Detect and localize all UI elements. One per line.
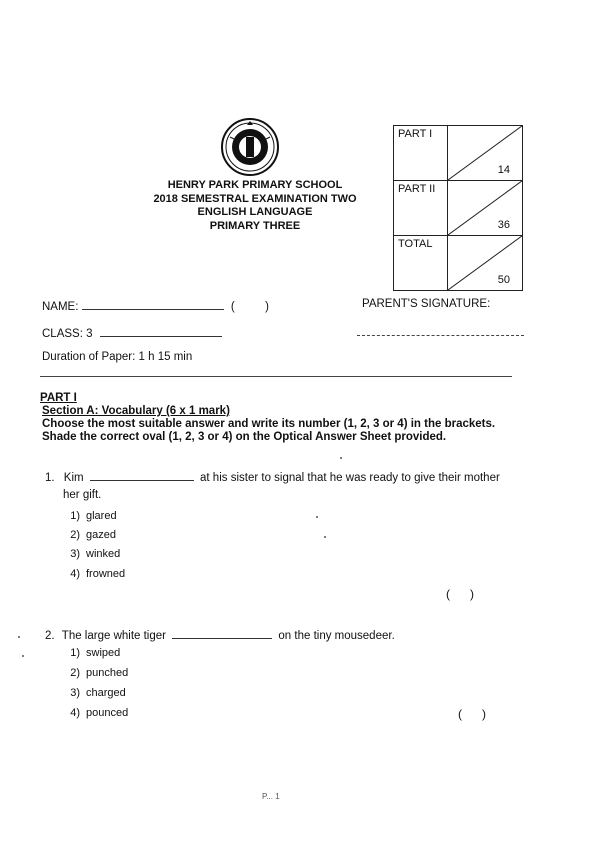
option [62, 667, 128, 679]
instruction-line-1: Choose the most suitable answer and write its number (1, 2, 3 or 4) in the brackets. [42, 418, 496, 430]
index-bracket-close: ) [265, 301, 269, 313]
option [62, 548, 120, 560]
section-title: Section A: Vocabulary (6 x 1 mark) [42, 405, 230, 417]
option-text: glared [86, 510, 117, 522]
option [62, 510, 117, 522]
class-field[interactable] [100, 325, 222, 337]
class-row [42, 325, 222, 340]
answer-blank [172, 627, 272, 639]
option [62, 568, 125, 580]
score-label: PART II [394, 181, 448, 236]
question-text: at his sister to signal that he was ready to give their mother [200, 472, 500, 484]
option-text: winked [86, 548, 121, 560]
option-number: 2) [70, 529, 80, 541]
name-label: NAME: [42, 301, 79, 313]
question-text: Kim [63, 472, 84, 484]
scan-speck [340, 457, 342, 459]
parent-signature-label: PARENT'S SIGNATURE: [362, 298, 491, 310]
question-1-stem-continued: her gift. [63, 489, 102, 501]
question-text: on the tiny mousedeer. [278, 630, 395, 642]
exam-title: 2018 SEMESTRAL EXAMINATION TWO [153, 192, 357, 205]
page-footer: P... 1 [262, 792, 280, 801]
subject-title: ENGLISH LANGUAGE [197, 206, 313, 218]
option-number: 1) [70, 510, 80, 522]
option [62, 647, 120, 659]
index-bracket-open: ( [230, 301, 235, 313]
parent-signature-line[interactable] [357, 335, 524, 336]
score-label: PART I [394, 126, 448, 181]
option-text: swiped [86, 647, 121, 659]
question-number: 1. [45, 472, 55, 484]
answer-bracket[interactable]: ( ) [458, 707, 486, 721]
score-label: TOTAL [394, 236, 448, 291]
option-number: 1) [70, 647, 80, 659]
score-cell [448, 126, 523, 181]
option-number: 4) [70, 568, 80, 580]
option [62, 707, 128, 719]
score-row-part-2 [394, 181, 523, 236]
option-number: 4) [70, 707, 80, 719]
question-1-stem [45, 469, 500, 484]
question-number: 2. [45, 630, 55, 642]
score-cell [448, 181, 523, 236]
option-text: punched [86, 667, 129, 679]
level-title: PRIMARY THREE [209, 219, 301, 232]
score-max: 14 [497, 164, 510, 176]
option-number: 3) [70, 548, 80, 560]
duration-text: Duration of Paper: 1 h 15 min [42, 351, 193, 363]
question-text: The large white tiger [61, 630, 166, 642]
option-number: 3) [70, 687, 80, 699]
scan-speck [324, 536, 326, 538]
option-text: frowned [86, 568, 126, 580]
option-text: pounced [86, 707, 129, 719]
answer-bracket[interactable]: ( ) [446, 587, 474, 601]
score-row-total [394, 236, 523, 291]
divider-line [40, 376, 512, 377]
scan-speck [22, 655, 24, 657]
option-text: gazed [86, 529, 116, 541]
scan-speck [316, 516, 318, 518]
name-row [42, 298, 269, 313]
question-2-stem [45, 627, 395, 642]
part-title: PART I [40, 392, 77, 404]
school-crest-logo [220, 117, 280, 177]
score-cell [448, 236, 523, 291]
instruction-line-2: Shade the correct oval (1, 2, 3 or 4) on the Optical Answer Sheet provided. [42, 431, 447, 443]
answer-blank [90, 469, 194, 481]
school-heading [130, 179, 380, 233]
scan-speck [18, 636, 20, 638]
name-field[interactable] [82, 298, 224, 310]
option [62, 529, 116, 541]
class-label: CLASS: 3 [42, 328, 93, 340]
option-text: charged [86, 687, 126, 699]
option-number: 2) [70, 667, 80, 679]
score-table [393, 125, 523, 291]
school-name: HENRY PARK PRIMARY SCHOOL [167, 179, 343, 191]
score-max: 50 [497, 274, 510, 286]
score-max: 36 [497, 219, 510, 231]
option [62, 687, 126, 699]
score-row-part-1 [394, 126, 523, 181]
